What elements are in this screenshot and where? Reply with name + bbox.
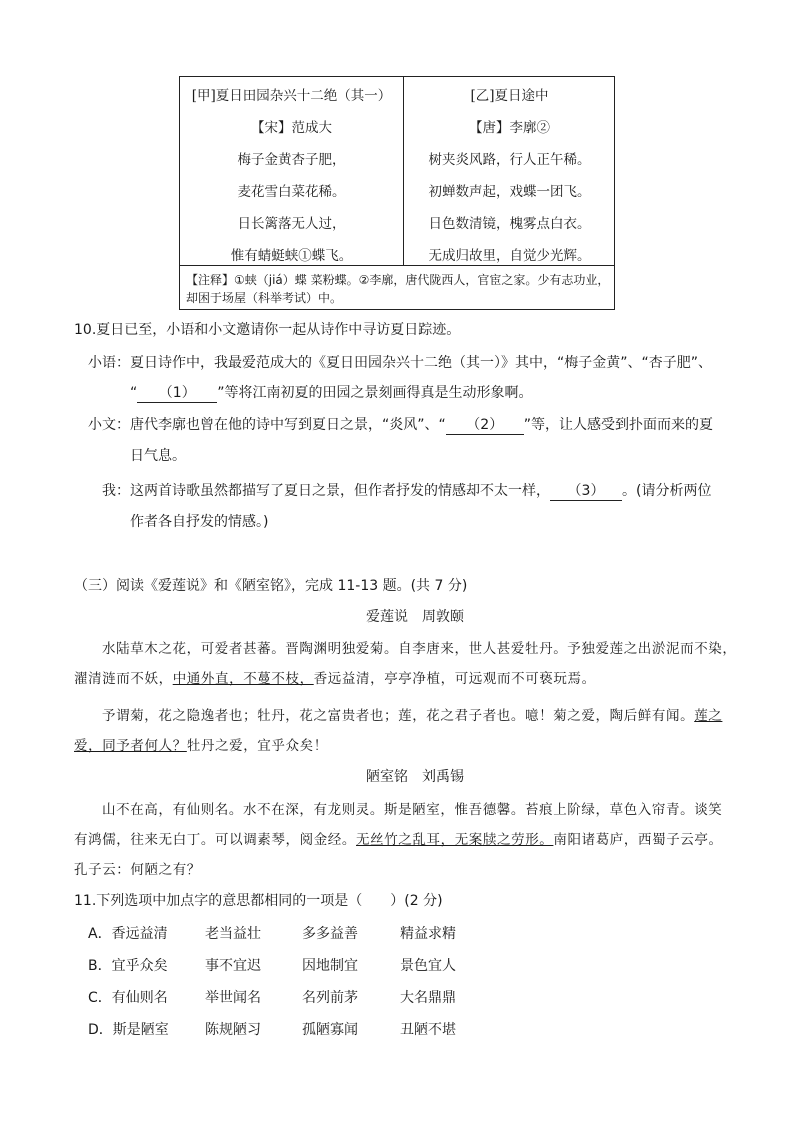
loushi-underlined: 无丝竹之乱耳，无案牍之劳形。 bbox=[356, 832, 554, 848]
ailian-para-2-line-2 bbox=[74, 734, 328, 754]
option-word: 事不宜迟 bbox=[205, 958, 261, 974]
poem-yi-line: 无成归故里，自觉少光辉。 bbox=[428, 248, 591, 264]
poem-yi-line: 树夹炎风路，行人正午稀。 bbox=[428, 152, 591, 168]
answer-blank-3[interactable]: （3） bbox=[550, 480, 622, 501]
q10-wo-text-b: 。(请分析两位 bbox=[622, 483, 712, 499]
q10-xiaowen-text-a: 小文：唐代李廓也曾在他的诗中写到夏日之景，“炎风”、“ bbox=[88, 417, 446, 433]
option-label: C．有仙则名 bbox=[88, 990, 168, 1006]
q10-xiaowen-line-2: 日气息。 bbox=[130, 448, 186, 464]
option-word: 多多益善 bbox=[302, 926, 358, 942]
option-word: 丑陋不堪 bbox=[400, 1022, 456, 1038]
poem-yi bbox=[404, 77, 615, 265]
poem-jia bbox=[180, 77, 403, 265]
option-word: 精益求精 bbox=[400, 926, 456, 942]
loushi-line-2 bbox=[74, 828, 723, 848]
loushi-line-1: 山不在高，有仙则名。水不在深，有龙则灵。斯是陋室，惟吾德馨。苔痕上阶绿，草色入帘青。谈笑 bbox=[102, 802, 723, 818]
q10-wo-line-2: 作者各自抒发的情感。) bbox=[130, 514, 269, 530]
loushi-text: 南阳诸葛庐，西蜀子云亭。 bbox=[553, 832, 723, 848]
ailian-underlined-1: 中通外直，不蔓不枝， bbox=[172, 671, 314, 687]
loushi-title: 陋室铭 刘禹锡 bbox=[366, 769, 464, 785]
option-word: 名列前茅 bbox=[302, 990, 358, 1006]
poem-yi-line: 初蝉数声起，戏蝶一团飞。 bbox=[428, 184, 591, 200]
table-divider-horizontal bbox=[180, 265, 614, 266]
option-word: 举世闻名 bbox=[205, 990, 261, 1006]
option-label: B．宜乎众矣 bbox=[88, 958, 168, 974]
ailian-para-1-line-2 bbox=[74, 667, 596, 687]
poem-jia-line: 日长篱落无人过， bbox=[237, 216, 346, 232]
poem-jia-title: [甲]夏日田园杂兴十二绝（其一） bbox=[191, 88, 392, 104]
ailian-text: 予谓菊，花之隐逸者也；牡丹，花之富贵者也；莲，花之君子者也。噫！菊之爱，陶后鲜有闻。 bbox=[102, 708, 695, 724]
poem-jia-line: 惟有蜻蜓蛱①蝶飞。 bbox=[230, 248, 353, 264]
ailian-underlined-2a: 莲之 bbox=[694, 708, 723, 724]
section-3-heading: （三）阅读《爱莲说》和《陋室铭》，完成 11-13 题。(共 7 分) bbox=[74, 578, 468, 594]
quote-open: “ bbox=[130, 385, 138, 401]
poem-yi-title: [乙]夏日途中 bbox=[470, 88, 549, 104]
option-word: 因地制宜 bbox=[302, 958, 358, 974]
q10-xiaoyu-line-2 bbox=[130, 382, 533, 403]
poem-yi-author: 【唐】李廓② bbox=[469, 120, 550, 136]
q10-xiaoyu-line-1: 小语：夏日诗作中，我最爱范成大的《夏日田园杂兴十二绝（其一）》其中，“梅子金黄”、“杏子肥”、 bbox=[88, 355, 713, 371]
poem-jia-author: 【宋】范成大 bbox=[251, 120, 332, 136]
answer-blank-2[interactable]: （2） bbox=[446, 414, 524, 435]
ailian-text: 香远益清，亭亭净植，可远观而不可亵玩焉。 bbox=[313, 671, 596, 687]
q10-wo-text-a: 我：这两首诗歌虽然都描写了夏日之景，但作者抒发的情感却不太一样， bbox=[102, 483, 550, 499]
poem-yi-line: 日色数清镜，槐雾点白衣。 bbox=[428, 216, 591, 232]
ailian-para-2-line-1 bbox=[102, 704, 722, 724]
poem-jia-line: 梅子金黄杏子肥， bbox=[237, 152, 346, 168]
q10-xiaowen-text-b: ”等，让人感受到扑面而来的夏 bbox=[523, 417, 714, 433]
ailian-title: 爱莲说 周敦颐 bbox=[366, 609, 464, 625]
loushi-text: 有鸿儒，往来无白丁。可以调素琴，阅金经。 bbox=[74, 832, 356, 848]
q10-xiaoyu-line-2-text: ”等将江南初夏的田园之景刻画得真是生动形象啊。 bbox=[217, 385, 533, 401]
ailian-text: 牡丹之爱，宜乎众矣！ bbox=[186, 738, 328, 754]
q10-wo-line-1 bbox=[102, 480, 711, 501]
option-word: 陈规陋习 bbox=[205, 1022, 261, 1038]
ailian-underlined-2b: 爱，同予者何人？ bbox=[74, 738, 187, 754]
option-label: D．斯是陋室 bbox=[88, 1022, 169, 1038]
q10-xiaowen-line-1 bbox=[88, 414, 713, 435]
option-word: 孤陋寡闻 bbox=[302, 1022, 358, 1038]
ailian-text: 濯清涟而不妖， bbox=[74, 671, 173, 687]
option-word: 老当益壮 bbox=[205, 926, 261, 942]
loushi-line-3: 孔子云：何陋之有？ bbox=[74, 862, 201, 878]
option-word: 景色宜人 bbox=[400, 958, 456, 974]
poem-table bbox=[179, 76, 615, 310]
option-word: 大名鼎鼎 bbox=[400, 990, 456, 1006]
question-10-stem: 10.夏日已至，小语和小文邀请你一起从诗作中寻访夏日踪迹。 bbox=[74, 322, 461, 338]
option-label: A．香远益清 bbox=[88, 926, 168, 942]
ailian-para-1-line-1: 水陆草木之花，可爱者甚蕃。晋陶渊明独爱菊。自李唐来，世人甚爱牡丹。予独爱莲之出淤泥而不染， bbox=[102, 641, 737, 657]
question-11-stem: 11.下列选项中加点字的意思都相同的一项是（ ）(2 分) bbox=[74, 893, 443, 909]
poem-annotation: 【注释】①蛱（jiá）蝶 菜粉蝶。②李廓，唐代陇西人，官宦之家。少有志功业，却困于场屋（科举考试）中。 bbox=[186, 273, 610, 305]
answer-blank-1[interactable]: （1） bbox=[137, 382, 217, 403]
poem-jia-line: 麦花雪白菜花稀。 bbox=[237, 184, 346, 200]
